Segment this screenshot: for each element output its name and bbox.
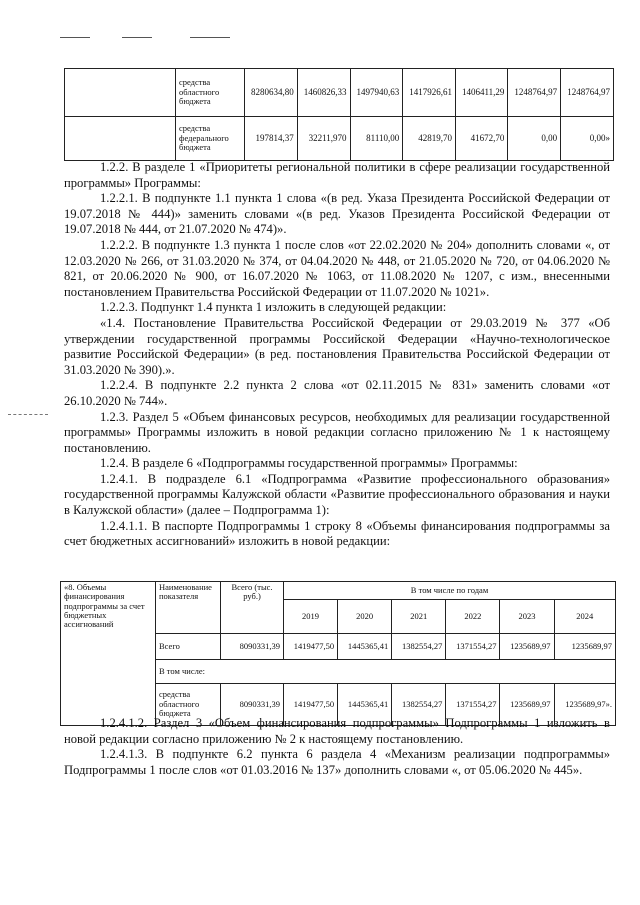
body-text-block-after [64, 716, 610, 778]
column-header: Всего (тыс. руб.) [221, 582, 284, 634]
paragraph: 1.2.2.1. В подпункте 1.1 пункта 1 слова «(в ред. Указа Президента Российской Федерации от 19.07.2018 № 444)» заменить словами «(в ред. Указов Президента Российской Федерации от 19.07.2018 № 444, от 21.07.2020 № 474)». [64, 191, 610, 237]
year-header: 2024 [554, 600, 615, 634]
header-rule [122, 37, 152, 38]
header-rule [60, 37, 90, 38]
value-cell: 1406411,29 [456, 69, 508, 117]
column-header: В том числе по годам [284, 582, 616, 600]
value-cell: 1419477,50 [284, 684, 338, 726]
year-header: 2021 [392, 600, 446, 634]
paragraph: «1.4. Постановление Правительства Российской Федерации от 29.03.2019 № 377 «Об утверждении государственной программы Российской Федерации «Научно-технологическое развитие Российской Федерации» (в ред. постановления Правительства Российской Федерации от 31.03.2020 № 390).». [64, 315, 610, 377]
year-header: 2020 [338, 600, 392, 634]
paragraph: 1.2.2. В разделе 1 «Приоритеты региональной политики в сфере реализации государственной программы» Программы: [64, 160, 610, 190]
paragraph: 1.2.4.1.1. В паспорте Подпрограммы 1 строку 8 «Объемы финансирования подпрограммы за счет бюджетных ассигнований» изложить в новой редакции: [64, 518, 610, 549]
value-cell: 8280634,80 [245, 69, 298, 117]
margin-mark [8, 414, 48, 415]
body-text-block [64, 160, 610, 550]
row-title-cell: «8. Объемы финансирования подпрограммы за счет бюджетных ассигнований [61, 582, 156, 726]
empty-cell [65, 117, 176, 161]
financing-table-continuation [64, 68, 614, 161]
value-cell: 1371554,27 [446, 684, 500, 726]
value-cell: 1382554,27 [392, 684, 446, 726]
year-header: 2023 [500, 600, 554, 634]
value-cell: 41672,70 [456, 117, 508, 161]
row-label: средства областного бюджета [156, 684, 221, 726]
value-cell: 1235689,97». [554, 684, 615, 726]
table-row [65, 69, 614, 117]
value-cell: 1382554,27 [392, 634, 446, 660]
column-header: Наименование показателя [156, 582, 221, 634]
empty-cell [65, 69, 176, 117]
table-row [65, 117, 614, 161]
value-cell: 197814,37 [245, 117, 298, 161]
value-cell: 1235689,97 [500, 684, 554, 726]
value-cell: 1248764,97 [561, 69, 614, 117]
value-cell: 81110,00 [350, 117, 403, 161]
row-label: средства федерального бюджета [176, 117, 245, 161]
value-cell: 1460826,33 [297, 69, 350, 117]
value-cell: 1417926,61 [403, 69, 456, 117]
total-cell: 8090331,39 [221, 634, 284, 660]
value-cell: 1445365,41 [338, 634, 392, 660]
value-cell: 0,00 [508, 117, 561, 161]
header-rule [190, 37, 230, 38]
value-cell: 1497940,63 [350, 69, 403, 117]
paragraph: 1.2.2.3. Подпункт 1.4 пункта 1 изложить в следующей редакции: [100, 300, 447, 315]
paragraph: 1.2.2.4. В подпункте 2.2 пункта 2 слова «от 02.11.2015 № 831» заменить словами «от 26.10.2020 № 744». [64, 378, 610, 408]
year-header: 2022 [446, 600, 500, 634]
value-cell: 0,00» [561, 117, 614, 161]
row-label: В том числе: [156, 660, 616, 684]
paragraph: 1.2.4.1. В подразделе 6.1 «Подпрограмма «Развитие профессионального образования» государственной программы Калужской области «Развитие профессионального образования и науки в Калужской области» (далее – Подпрограмма 1): [64, 471, 610, 518]
table-header-row [61, 582, 616, 600]
value-cell: 1235689,97 [554, 634, 615, 660]
paragraph: 1.2.4.1.3. В подпункте 6.2 пункта 6 раздела 4 «Механизм реализации подпрограммы» Подпрограммы 1 после слов «от 01.03.2016 № 137» дополнить словами «, от 05.06.2020 № 445». [64, 747, 610, 777]
value-cell: 1445365,41 [338, 684, 392, 726]
value-cell: 1419477,50 [284, 634, 338, 660]
passport-financing-table [60, 581, 616, 726]
value-cell: 1235689,97 [500, 634, 554, 660]
paragraph: 1.2.2.2. В подпункте 1.3 пункта 1 после слов «от 22.02.2020 № 204» дополнить словами «, от 12.03.2020 № 266, от 31.03.2020 № 374, от 04.04.2020 № 448, от 21.05.2020 № 720, от 04.06.2020 № 821, от 20.06.2020 № 900, от 16.07.2020 № 1063, от 11.08.2020 № 1207, с изм., внесенными постановлением Правительства Российской Федерации от 11.07.2020 № 1021». [64, 237, 610, 299]
paragraph: 1.2.3. Раздел 5 «Объем финансовых ресурсов, необходимых для реализации государственной программы» Программы изложить в новой редакции согласно приложению № 1 к настоящему постановлению. [64, 409, 610, 455]
paragraph: 1.2.4.1.2. Раздел 3 «Объем финансирования подпрограммы» Подпрограммы 1 изложить в новой редакции согласно приложению № 2 к настоящему постановлению. [64, 716, 610, 746]
total-cell: 8090331,39 [221, 684, 284, 726]
paragraph: 1.2.4. В разделе 6 «Подпрограммы государственной программы» Программы: [100, 456, 518, 471]
value-cell: 32211,970 [297, 117, 350, 161]
year-header: 2019 [284, 600, 338, 634]
row-label: средства областного бюджета [176, 69, 245, 117]
value-cell: 42819,70 [403, 117, 456, 161]
row-label: Всего [156, 634, 221, 660]
value-cell: 1248764,97 [508, 69, 561, 117]
value-cell: 1371554,27 [446, 634, 500, 660]
